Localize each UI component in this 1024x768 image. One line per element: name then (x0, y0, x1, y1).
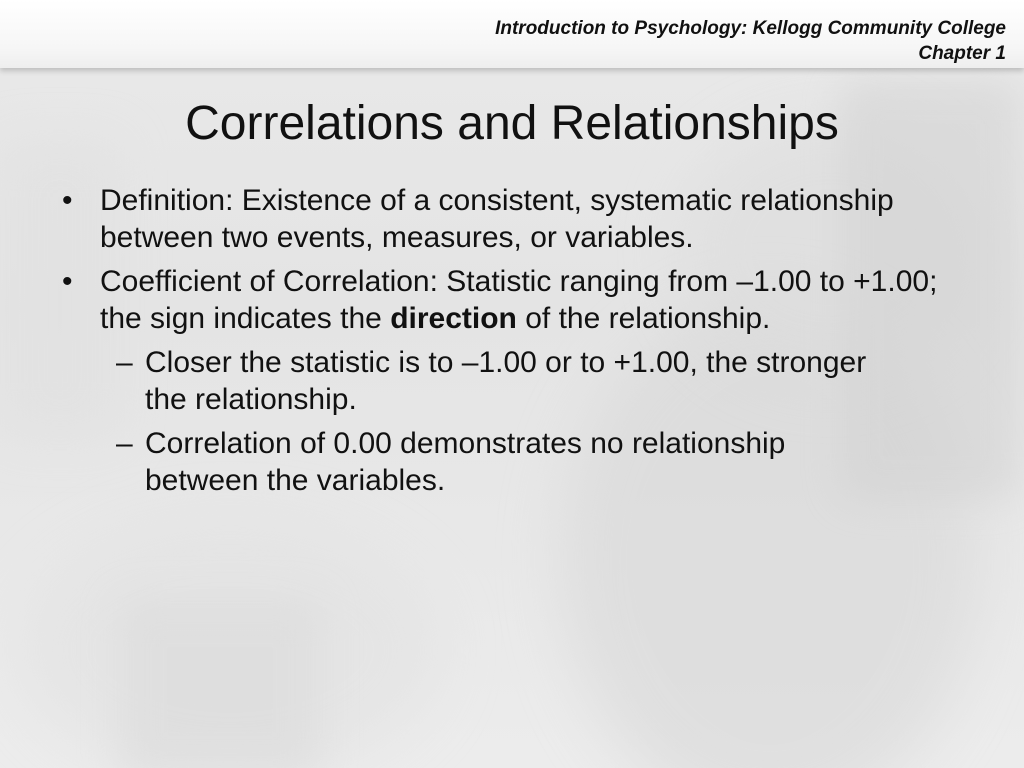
sub-bullet-marker: – (116, 427, 133, 460)
header-band (0, 0, 1024, 68)
bullet-marker: • (62, 184, 73, 217)
course-title: Introduction to Psychology: Kellogg Community College (495, 18, 1006, 39)
bullet-emphasis: direction (390, 302, 517, 335)
sub-bullet-strength (0, 344, 885, 418)
bullet-list (0, 182, 1024, 506)
slide-title: Correlations and Relationships (185, 97, 839, 150)
chapter-label: Chapter 1 (918, 43, 1006, 64)
bullet-text-after: of the relationship. (516, 302, 771, 335)
course-header (495, 16, 1006, 66)
bullet-text-before: Coefficient of Correlation: Statistic ranging from –1.00 to +1.00; the sign indicates the (100, 265, 938, 335)
sub-bullet-text: Closer the statistic is to –1.00 or to +1.00, the stronger the relationship. (145, 346, 867, 416)
bullet-marker: • (62, 265, 73, 298)
sub-bullet-zero (0, 425, 885, 499)
sub-bullet-marker: – (116, 346, 133, 379)
sub-bullet-text: Correlation of 0.00 demonstrates no relationship between the variables. (145, 427, 786, 497)
background-shape (120, 600, 320, 768)
bullet-text: Definition: Existence of a consistent, systematic relationship between two events, measures, or variables. (100, 184, 894, 254)
bullet-coefficient (0, 263, 970, 337)
bullet-definition (0, 182, 970, 256)
